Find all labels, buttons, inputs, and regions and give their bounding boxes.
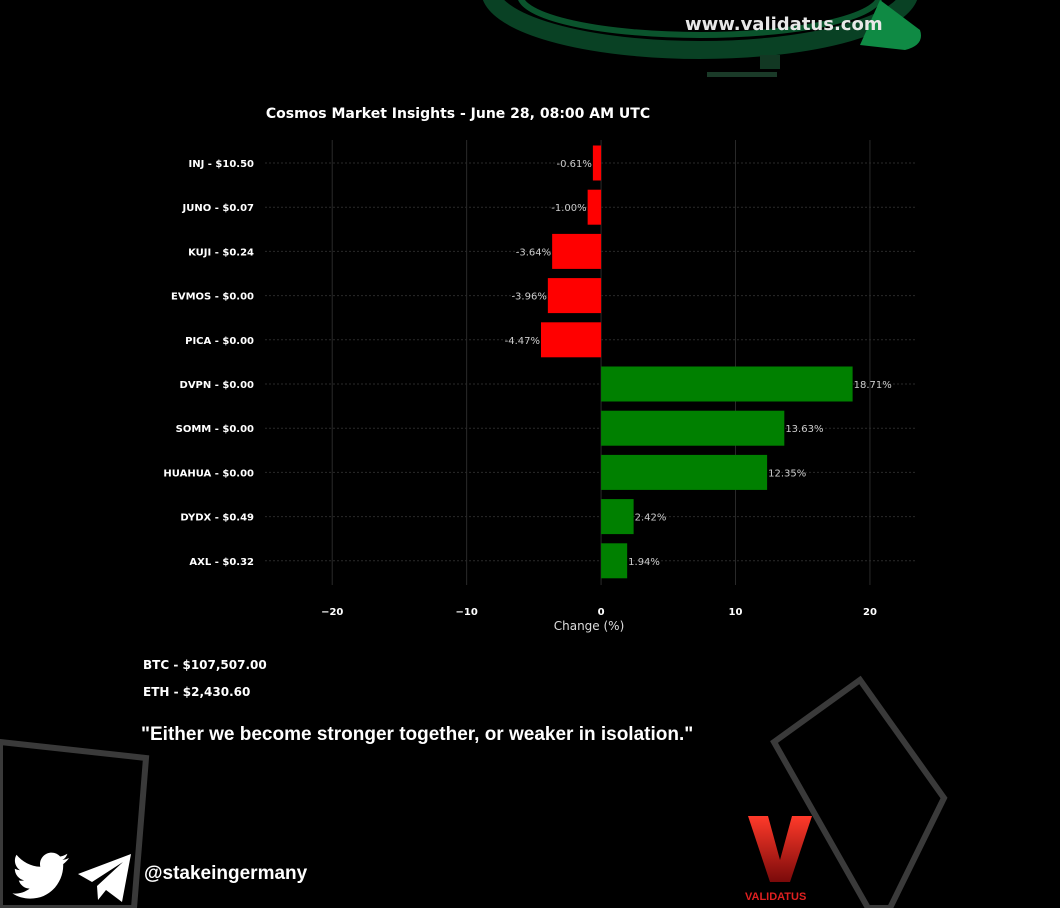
y-tick-label: KUJI - $0.24 (188, 247, 254, 259)
data-label: 12.35% (768, 468, 807, 480)
bars (541, 146, 853, 579)
x-tick-label: 20 (862, 607, 877, 618)
y-tick-label: SOMM - $0.00 (175, 424, 254, 436)
chart-title: Cosmos Market Insights - June 28, 08:00 AM UTC (265, 106, 651, 122)
x-tick-label: −10 (455, 607, 478, 618)
y-tick-label: HUAHUA - $0.00 (163, 468, 254, 480)
data-label: -3.64% (515, 247, 552, 259)
y-tick-label: DVPN - $0.00 (179, 380, 254, 391)
bar (601, 499, 634, 534)
x-tick-label: 10 (728, 607, 743, 618)
y-tick-label: INJ - $10.50 (188, 159, 254, 170)
validatus-logo (746, 814, 814, 884)
x-tick-label: 0 (597, 607, 605, 618)
x-axis-label: Change (%) (553, 619, 625, 633)
eth-price: ETH - $2,430.60 (143, 685, 251, 699)
y-tick-label: JUNO - $0.07 (182, 203, 254, 215)
bar (601, 367, 853, 402)
social-handle[interactable]: @stakeingermany (144, 863, 308, 884)
bar (541, 322, 601, 357)
bar (552, 234, 601, 269)
data-label: -1.00% (551, 203, 587, 215)
telegram-icon[interactable] (76, 852, 134, 904)
bar (593, 146, 601, 181)
y-tick-label: PICA - $0.00 (185, 335, 254, 347)
data-label: -3.96% (511, 291, 547, 303)
x-tick-label: −20 (321, 607, 344, 618)
bar (548, 278, 601, 313)
bar (601, 543, 627, 578)
data-label: 2.42% (634, 512, 667, 524)
data-label: -4.47% (504, 335, 540, 347)
data-label: 1.94% (628, 556, 660, 568)
btc-price: BTC - $107,507.00 (143, 658, 267, 672)
data-label: -0.61% (556, 159, 592, 170)
data-labels (505, 159, 892, 568)
twitter-icon[interactable] (12, 852, 70, 902)
website-url[interactable]: www.validatus.com (685, 14, 883, 35)
bar (601, 455, 767, 490)
data-label: 13.63% (785, 424, 824, 436)
y-tick-labels (163, 159, 254, 568)
logo-text: VALIDATUS (745, 891, 807, 903)
y-tick-label: EVMOS - $0.00 (171, 291, 254, 303)
y-tick-label: AXL - $0.32 (189, 556, 254, 568)
x-tick-labels (321, 607, 877, 618)
y-tick-label: DYDX - $0.49 (180, 512, 254, 524)
bar (588, 190, 601, 225)
bar (601, 411, 784, 446)
data-label: 18.71% (853, 380, 892, 391)
quote: "Either we become stronger together, or weaker in isolation." (141, 724, 694, 745)
